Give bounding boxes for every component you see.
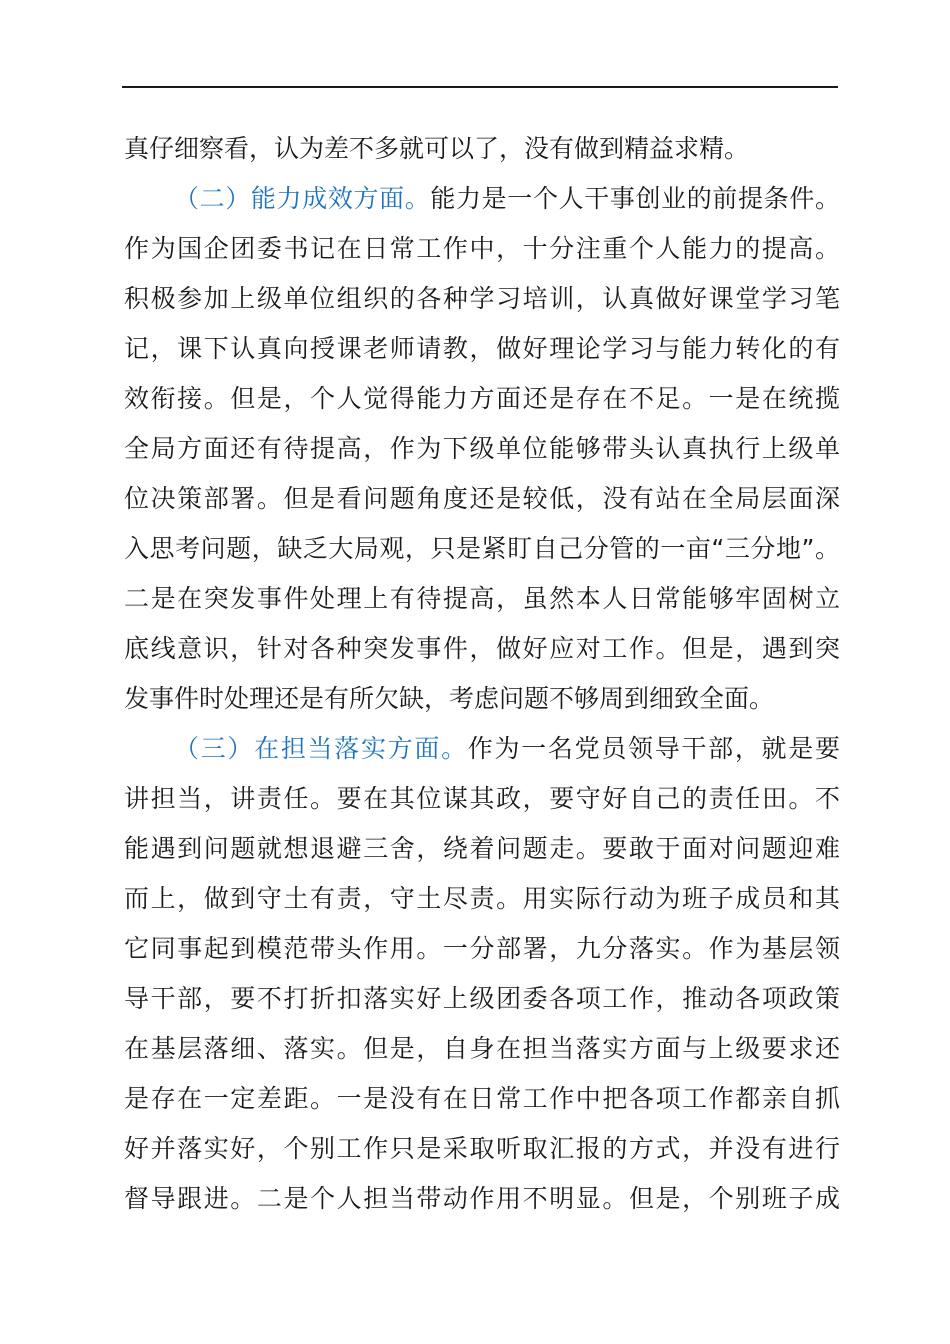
text-line: 真仔细察看，认为差不多就可以了，没有做到精益求精。 (124, 134, 750, 163)
text-line: 导干部，要不打折扣落实好上级团委各项工作，推动各项政策 (124, 984, 840, 1013)
text-span: 作为一名党员领导干部，就是要 (467, 734, 840, 763)
section-heading: （二）能力成效方面。 (174, 184, 431, 213)
text-line: 能遇到问题就想退避三舍，绕着问题走。要敢于面对问题迎难 (124, 834, 840, 863)
text-line: 好并落实好，个别工作只是采取听取汇报的方式，并没有进行 (124, 1134, 840, 1163)
text-line: 位决策部署。但是看问题角度还是较低，没有站在全局层面深 (124, 484, 840, 513)
text-line: 它同事起到模范带头作用。一分部署，九分落实。作为基层领 (124, 934, 840, 963)
text-line: 作为国企团委书记在日常工作中，十分注重个人能力的提高。 (124, 234, 840, 263)
text-line: 是存在一定差距。一是没有在日常工作中把各项工作都亲自抓 (124, 1084, 840, 1113)
header-rule (122, 86, 838, 88)
text-line: 入思考问题，缺乏大局观，只是紧盯自己分管的一亩“三分地”。 (124, 534, 840, 563)
text-line: 在基层落细、落实。但是，自身在担当落实方面与上级要求还 (124, 1034, 840, 1063)
text-line: 全局方面还有待提高，作为下级单位能够带头认真执行上级单 (124, 434, 840, 463)
text-line: 底线意识，针对各种突发事件，做好应对工作。但是，遇到突 (124, 634, 840, 663)
text-line: 讲担当，讲责任。要在其位谋其政，要守好自己的责任田。不 (124, 784, 840, 813)
paragraph-first-line (124, 724, 840, 774)
text-line: 积极参加上级单位组织的各种学习培训，认真做好课堂学习笔 (124, 284, 840, 313)
text-line: 二是在突发事件处理上有待提高，虽然本人日常能够牢固树立 (124, 584, 840, 613)
text-span: 能力是一个人干事创业的前提条件。 (430, 184, 840, 213)
section-heading: （三）在担当落实方面。 (174, 734, 468, 763)
text-line: 效衔接。但是，个人觉得能力方面还是存在不足。一是在统揽 (124, 384, 840, 413)
document-body (124, 124, 840, 1224)
text-line: 记，课下认真向授课老师请教，做好理论学习与能力转化的有 (124, 334, 840, 363)
text-line: 发事件时处理还是有所欠缺，考虑问题不够周到细致全面。 (124, 684, 775, 713)
text-line: 督导跟进。二是个人担当带动作用不明显。但是，个别班子成 (124, 1184, 840, 1213)
text-line: 而上，做到守土有责，守土尽责。用实际行动为班子成员和其 (124, 884, 840, 913)
paragraph-first-line (124, 174, 840, 224)
